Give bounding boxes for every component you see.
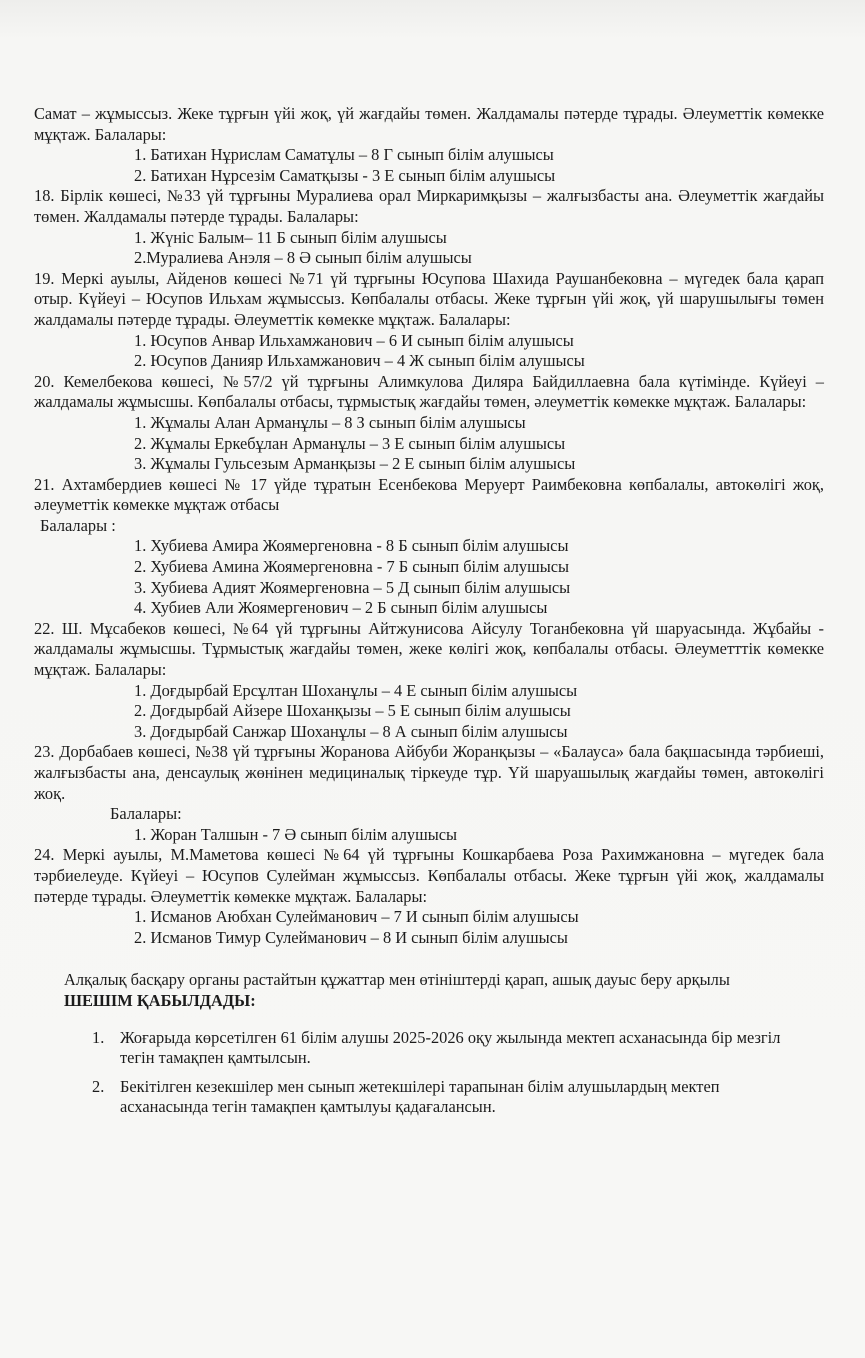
resolution-number: 1.	[92, 1027, 105, 1047]
family-paragraph: 18. Бірлік көшесі, №33 үй тұрғыны Муралиева орал Миркаримқызы – жалғызбасты ана. Әлеуметтік жағдайы төмен. Жалдамалы пәтерде тұрады. Балалары:	[34, 186, 824, 226]
family-paragraph: 22. Ш. Мұсабеков көшесі, №64 үй тұрғыны Айтжунисова Айсулу Тоганбековна үй шаруасында. Жұбайы - жалдамалы жұмысшы. Тұрмыстық жағдайы төмен, жеке көлігі жоқ, көпбалалы отбасы. Әлеуметттік көмекке мұқтаж. Балалары:	[34, 618, 824, 680]
resolution-item	[92, 1027, 824, 1069]
child-entry: 2. Хубиева Амина Жоямергеновна - 7 Б сынып білім алушысы	[134, 557, 570, 577]
family-paragraph: 23. Дорбабаев көшесі, №38 үй тұрғыны Жоранова Айбуби Жоранқызы – «Балауса» бала бақшасында тәрбиеші, жалғызбасты ана, денсаулық жөнінен медициналық тіркеуде тұр. Үй шаруашылық жағдайы төмен, автокөлігі жоқ.	[34, 742, 824, 803]
child-entry: 1. Юсупов Анвар Ильхамжанович – 6 И сынып білім алушысы	[134, 330, 574, 350]
child-entry: 3. Хубиева Адият Жоямергеновна – 5 Д сынып білім алушысы	[134, 577, 571, 597]
child-entry: 1. Батихан Нұрислам Саматұлы – 8 Г сынып білім алушысы	[134, 145, 554, 165]
family-paragraph: 21. Ахтамбердиев көшесі № 17 үйде тұратын Есенбекова Меруерт Раимбековна көпбалалы, автокөлігі жоқ, әлеуметтік көмекке мұқтаж отбасы	[34, 474, 824, 515]
resolution-list	[34, 1028, 824, 1118]
child-entry: 1. Жоран Талшын - 7 Ә сынып білім алушысы	[134, 824, 458, 844]
child-entry: 3. Жұмалы Гульсезым Арманқызы – 2 Е сынып білім алушысы	[134, 454, 576, 474]
family-paragraph: 24. Меркі ауылы, М.Маметова көшесі №64 үй тұрғыны Кошкарбаева Роза Рахимжановна – мүгедек бала тәрбиелеуде. Күйеуі – Юсупов Сулейман жұмыссыз. Көпбалалы отбасы. Жеке тұрғын үйі жоқ, жалдамалы пәтерде тұрады. Әлеуметтік көмекке мұқтаж. Балалары:	[34, 845, 824, 906]
child-entry: 2. Жұмалы Еркебұлан Арманұлы – 3 Е сынып білім алушысы	[134, 433, 566, 453]
child-entry: 2.Муралиева Анэля – 8 Ә сынып білім алушысы	[134, 248, 472, 268]
resolution-item	[92, 1076, 824, 1118]
resolution-text: Жоғарыда көрсетілген 61 білім алушы 2025-2026 оқу жылында мектеп асханасында бір мезгіл тегін тамақпен қамтылсын.	[120, 1027, 781, 1068]
family-paragraph: Самат – жұмыссыз. Жеке тұрғын үйі жоқ, үй жағдайы төмен. Жалдамалы пәтерде тұрады. Әлеуметтік көмекке мұқтаж. Балалары:	[34, 104, 824, 144]
child-entry: 2. Батихан Нұрсезім Саматқызы - 3 Е сынып білім алушысы	[134, 165, 556, 185]
child-entry: 2. Исманов Тимур Сулейманович – 8 И сынып білім алушысы	[134, 927, 568, 947]
child-entry: 1. Хубиева Амира Жоямергеновна - 8 Б сынып білім алушысы	[134, 536, 569, 556]
child-entry: 2. Юсупов Данияр Ильхамжанович – 4 Ж сынып білім алушысы	[134, 351, 585, 371]
children-label: Балалары :	[40, 515, 116, 535]
decision-intro: Алқалық басқару органы растайтын құжаттар мен өтініштерді қарап, ашық дауыс беру арқылы	[64, 970, 730, 990]
child-entry: 3. Доғдырбай Санжар Шоханұлы – 8 А сынып білім алушысы	[134, 721, 568, 741]
child-entry: 1. Доғдырбай Ерсұлтан Шоханұлы – 4 Е сынып білім алушысы	[134, 680, 578, 700]
document-body	[34, 104, 824, 1126]
children-label: Балалары:	[110, 804, 182, 824]
child-entry: 4. Хубиев Али Жоямергенович – 2 Б сынып білім алушысы	[134, 598, 548, 618]
family-paragraph: 19. Меркі ауылы, Айденов көшесі №71 үй тұрғыны Юсупова Шахида Раушанбековна – мүгедек бала қарап отыр. Күйеуі – Юсупов Ильхам жұмыссыз. Көпбалалы отбасы. Жеке тұрғын үйі жоқ, үй шарушылығы төмен жалдамалы пәтерде тұрады. Әлеуметтік көмекке мұқтаж. Балалары:	[34, 268, 824, 329]
resolution-text: Бекітілген кезекшілер мен сынып жетекшілері тарапынан білім алушылардың мектеп асханасында тегін тамақпен қамтылуы қадағалансын.	[120, 1076, 720, 1117]
child-entry: 1. Исманов Аюбхан Сулейманович – 7 И сынып білім алушысы	[134, 907, 579, 927]
child-entry: 1. Жүніс Балым– 11 Б сынып білім алушысы	[134, 227, 447, 247]
child-entry: 1. Жұмалы Алан Арманұлы – 8 З сынып білім алушысы	[134, 412, 526, 432]
resolution-number: 2.	[92, 1076, 105, 1096]
family-list	[34, 104, 824, 948]
decision-heading: ШЕШІМ ҚАБЫЛДАДЫ:	[64, 990, 256, 1010]
family-paragraph: 20. Кемелбекова көшесі, №57/2 үй тұрғыны Алимкулова Диляра Байдиллаевна бала күтімінде. Күйеуі – жалдамалы жұмысшы. Көпбалалы отбасы, тұрмыстық жағдайы төмен, әлеуметтік көмекке мұқтаж. Балалары:	[34, 371, 824, 412]
child-entry: 2. Доғдырбай Айзере Шоханқызы – 5 Е сынып білім алушысы	[134, 701, 571, 721]
